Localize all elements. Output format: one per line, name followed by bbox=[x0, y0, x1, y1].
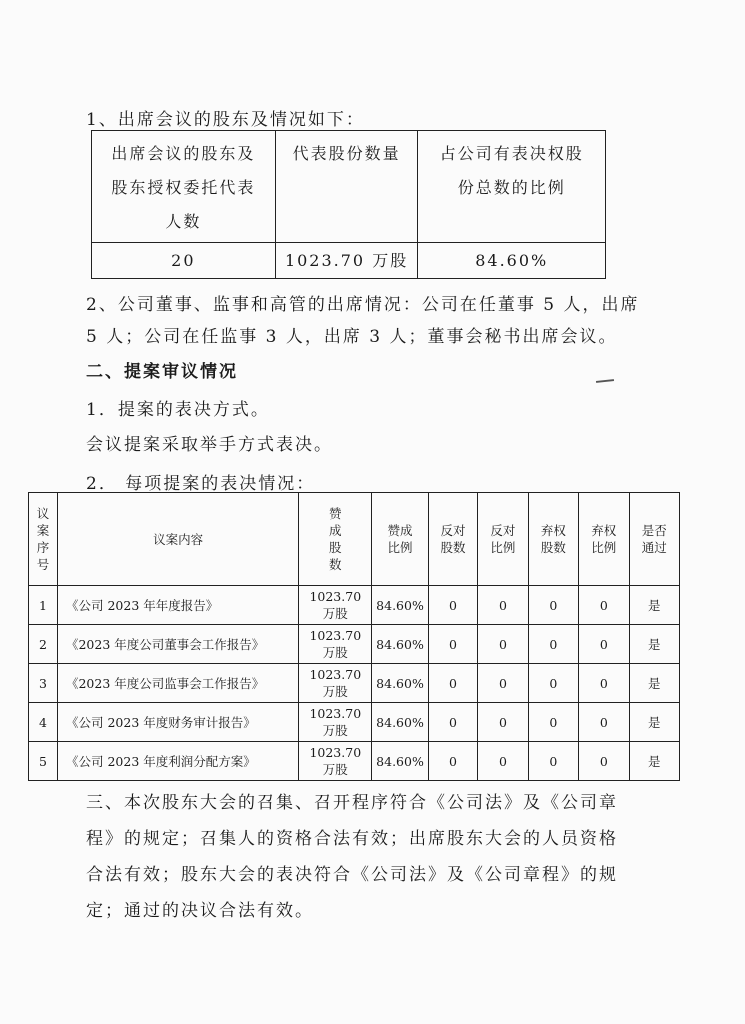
cell-abstain-shares: 0 bbox=[528, 703, 578, 742]
cell-abstain-shares: 0 bbox=[528, 586, 578, 625]
section2-line2: 5 人；公司在任监事 3 人，出席 3 人；董事会秘书出席会议。 bbox=[86, 327, 618, 347]
attendance-shares: 1023.70 万股 bbox=[275, 243, 418, 279]
section3-line1: 三、本次股东大会的召集、召开程序符合《公司法》及《公司章 bbox=[86, 793, 618, 813]
cell-no: 3 bbox=[29, 664, 58, 703]
cell-content: 《2023 年度公司监事会工作报告》 bbox=[57, 664, 298, 703]
scan-mark bbox=[596, 379, 614, 383]
item1-text: 会议提案采取举手方式表决。 bbox=[86, 435, 333, 455]
section3-line3: 合法有效；股东大会的表决符合《公司法》及《公司章程》的规 bbox=[86, 865, 618, 885]
section3-line2: 程》的规定；召集人的资格合法有效；出席股东大会的人员资格 bbox=[86, 829, 618, 849]
item2-title: 2． 每项提案的表决情况： bbox=[86, 474, 316, 494]
item1-title: 1．提案的表决方式。 bbox=[86, 400, 270, 420]
cell-abstain-ratio: 0 bbox=[579, 664, 629, 703]
header-approve-shares: 赞成股数 bbox=[299, 493, 372, 586]
cell-oppose-shares: 0 bbox=[428, 586, 477, 625]
cell-content: 《公司 2023 年度财务审计报告》 bbox=[57, 703, 298, 742]
section3-line4: 定；通过的决议合法有效。 bbox=[86, 901, 314, 921]
table-row bbox=[29, 586, 680, 625]
cell-abstain-shares: 0 bbox=[528, 664, 578, 703]
attendance-ratio: 84.60% bbox=[418, 243, 606, 279]
heading-proposal-review: 二、提案审议情况 bbox=[86, 362, 238, 382]
cell-approve-shares: 1023.70 万股 bbox=[299, 625, 372, 664]
header-proposal-no: 议案序号 bbox=[29, 493, 58, 586]
voting-table bbox=[28, 492, 680, 781]
cell-oppose-ratio: 0 bbox=[478, 664, 528, 703]
attendance-header-ratio: 占公司有表决权股份总数的比例 bbox=[418, 131, 606, 243]
cell-passed: 是 bbox=[629, 703, 680, 742]
attendance-header-count: 出席会议的股东及股东授权委托代表人数 bbox=[92, 131, 276, 243]
cell-no: 4 bbox=[29, 703, 58, 742]
cell-abstain-ratio: 0 bbox=[579, 586, 629, 625]
header-oppose-ratio: 反对比例 bbox=[478, 493, 528, 586]
cell-oppose-ratio: 0 bbox=[478, 586, 528, 625]
cell-approve-shares: 1023.70 万股 bbox=[299, 664, 372, 703]
cell-oppose-shares: 0 bbox=[428, 625, 477, 664]
table-row bbox=[29, 742, 680, 781]
section2-line1: 2、公司董事、监事和高管的出席情况：公司在任董事 5 人，出席 bbox=[86, 295, 640, 315]
cell-approve-shares: 1023.70 万股 bbox=[299, 703, 372, 742]
cell-abstain-ratio: 0 bbox=[579, 742, 629, 781]
section1-heading: 1、出席会议的股东及情况如下： bbox=[86, 110, 365, 130]
cell-approve-shares: 1023.70 万股 bbox=[299, 742, 372, 781]
cell-oppose-ratio: 0 bbox=[478, 742, 528, 781]
header-proposal-content: 议案内容 bbox=[57, 493, 298, 586]
attendance-count: 20 bbox=[92, 243, 276, 279]
cell-abstain-shares: 0 bbox=[528, 742, 578, 781]
cell-oppose-shares: 0 bbox=[428, 664, 477, 703]
attendance-header-shares: 代表股份数量 bbox=[275, 131, 418, 243]
cell-approve-ratio: 84.60% bbox=[372, 742, 428, 781]
cell-oppose-shares: 0 bbox=[428, 703, 477, 742]
cell-approve-ratio: 84.60% bbox=[372, 625, 428, 664]
cell-abstain-ratio: 0 bbox=[579, 703, 629, 742]
cell-abstain-ratio: 0 bbox=[579, 625, 629, 664]
cell-content: 《2023 年度公司董事会工作报告》 bbox=[57, 625, 298, 664]
table-row bbox=[29, 703, 680, 742]
cell-approve-ratio: 84.60% bbox=[372, 664, 428, 703]
header-passed: 是否通过 bbox=[629, 493, 680, 586]
cell-oppose-shares: 0 bbox=[428, 742, 477, 781]
header-abstain-ratio: 弃权比例 bbox=[579, 493, 629, 586]
cell-approve-ratio: 84.60% bbox=[372, 586, 428, 625]
cell-approve-shares: 1023.70 万股 bbox=[299, 586, 372, 625]
cell-content: 《公司 2023 年年度报告》 bbox=[57, 586, 298, 625]
cell-oppose-ratio: 0 bbox=[478, 703, 528, 742]
attendance-table bbox=[91, 130, 606, 279]
table-row bbox=[29, 664, 680, 703]
cell-passed: 是 bbox=[629, 625, 680, 664]
header-approve-ratio: 赞成比例 bbox=[372, 493, 428, 586]
cell-abstain-shares: 0 bbox=[528, 625, 578, 664]
table-row bbox=[29, 625, 680, 664]
cell-passed: 是 bbox=[629, 664, 680, 703]
cell-oppose-ratio: 0 bbox=[478, 625, 528, 664]
cell-no: 2 bbox=[29, 625, 58, 664]
cell-no: 1 bbox=[29, 586, 58, 625]
cell-approve-ratio: 84.60% bbox=[372, 703, 428, 742]
cell-passed: 是 bbox=[629, 742, 680, 781]
cell-passed: 是 bbox=[629, 586, 680, 625]
cell-no: 5 bbox=[29, 742, 58, 781]
cell-content: 《公司 2023 年度利润分配方案》 bbox=[57, 742, 298, 781]
header-oppose-shares: 反对股数 bbox=[428, 493, 477, 586]
header-abstain-shares: 弃权股数 bbox=[528, 493, 578, 586]
